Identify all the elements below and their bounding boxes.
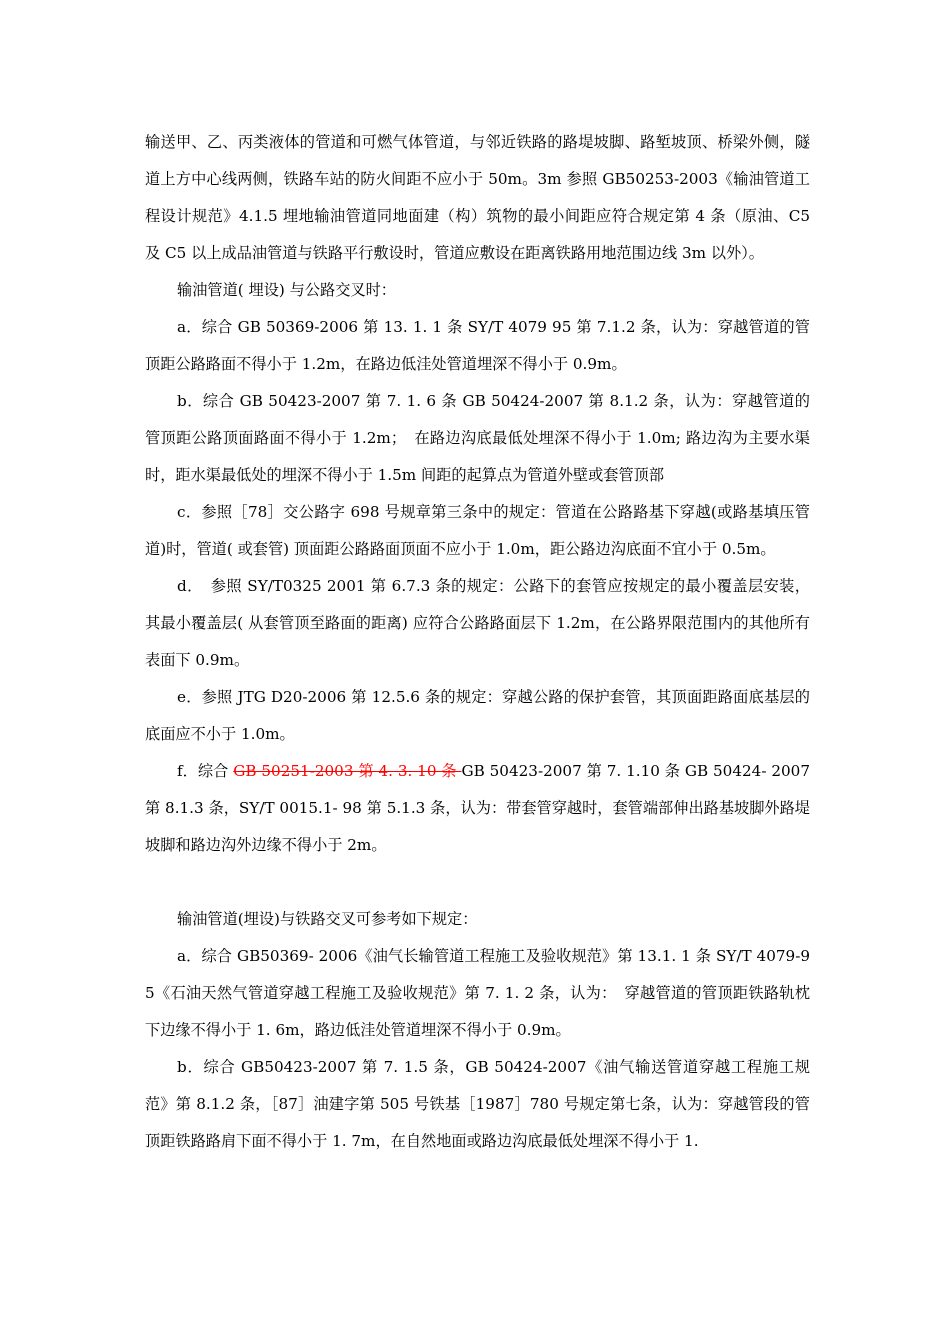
paragraph-highway-crossing-heading: 输油管道( 埋设) 与公路交叉时： bbox=[177, 281, 396, 299]
paragraph-highway-d: d． 参照 SY/T0325 2001 第 6.7.3 条的规定：公路下的套管应按规定的最小覆盖层安装，其最小覆盖层( 从套管顶至路面的距离) 应符合公路路面层下 1.2m，在公路界限范围内的其他所有表面下 0.9m。 bbox=[145, 577, 810, 669]
blank-line bbox=[145, 864, 810, 901]
paragraph-highway-a: a．综合 GB 50369-2006 第 13. 1. 1 条 SY/T 4079 95 第 7.1.2 条，认为：穿越管道的管顶距公路路面不得小于 1.2m，在路边低洼处管道埋深不得小于 0.9m。 bbox=[145, 318, 810, 373]
paragraph-railway-b: b．综合 GB50423-2007 第 7. 1.5 条，GB 50424-2007《油气输送管道穿越工程施工规范》第 8.1.2 条，［87］油建字第 505 号铁基［1987］780 号规定第七条，认为：穿越管段的管顶距铁路路肩下面不得小于 1. 7m，在自然地面或路边沟底最低处埋深不得小于 1. bbox=[145, 1058, 810, 1150]
document-body bbox=[145, 124, 810, 1160]
paragraph-railway-crossing-heading: 输油管道(埋设)与铁路交叉可参考如下规定： bbox=[177, 910, 478, 928]
paragraph-highway-b: b．综合 GB 50423-2007 第 7. 1. 6 条 GB 50424-2007 第 8.1.2 条，认为：穿越管道的管顶距公路顶面路面不得小于 1.2m； 在路边沟底最低处埋深不得小于 1.0m; 路边沟为主要水渠时，距水渠最低处的埋深不得小于 1.5m 间距的起算点为管道外壁或套管顶部 bbox=[145, 392, 810, 484]
paragraph-f-rest: GB 50423-2007 第 7. 1.10 条 GB 50424- 2007 第 8.1.3 条，SY/T 0015.1- 98 第 5.1.3 条，认为：带套管穿越时，套管端部伸出路基坡脚外路堤坡脚和路边沟外边缘不得小于 2m。 bbox=[145, 762, 810, 854]
paragraph-railway-distance: 输送甲、乙、丙类液体的管道和可燃气体管道，与邻近铁路的路堤坡脚、路堑坡顶、桥梁外侧，隧道上方中心线两侧，铁路车站的防火间距不应小于 50m。3m 参照 GB50253-2003《输油管道工程设计规范》4.1.5 埋地输油管道同地面建（构）筑物的最小间距应符合规定第 4 条（原油、C5 及 C5 以上成品油管道与铁路平行敷设时，管道应敷设在距离铁路用地范围边线 3m 以外）。 bbox=[145, 133, 810, 262]
paragraph-f-prefix: f．综合 bbox=[177, 762, 234, 780]
paragraph-highway-f bbox=[145, 753, 810, 864]
paragraph-railway-a: a．综合 GB50369- 2006《油气长输管道工程施工及验收规范》第 13.1. 1 条 SY/T 4079-95《石油天然气管道穿越工程施工及验收规范》第 7. 1. 2 条，认为： 穿越管道的管顶距铁路轨枕下边缘不得小于 1. 6m，路边低洼处管道埋深不得小于 0.9m。 bbox=[145, 947, 810, 1039]
deleted-revision-text: GB 50251-2003 第 4. 3. 10 条 bbox=[233, 762, 462, 780]
paragraph-highway-e: e．参照 JTG D20-2006 第 12.5.6 条的规定：穿越公路的保护套管，其顶面距路面底基层的底面应不小于 1.0m。 bbox=[145, 688, 810, 743]
paragraph-highway-c: c．参照［78］交公路字 698 号规章第三条中的规定：管道在公路路基下穿越(或路基填压管道)时，管道( 或套管) 顶面距公路路面顶面不应小于 1.0m，距公路边沟底面不宜小于 0.5m。 bbox=[145, 503, 810, 558]
